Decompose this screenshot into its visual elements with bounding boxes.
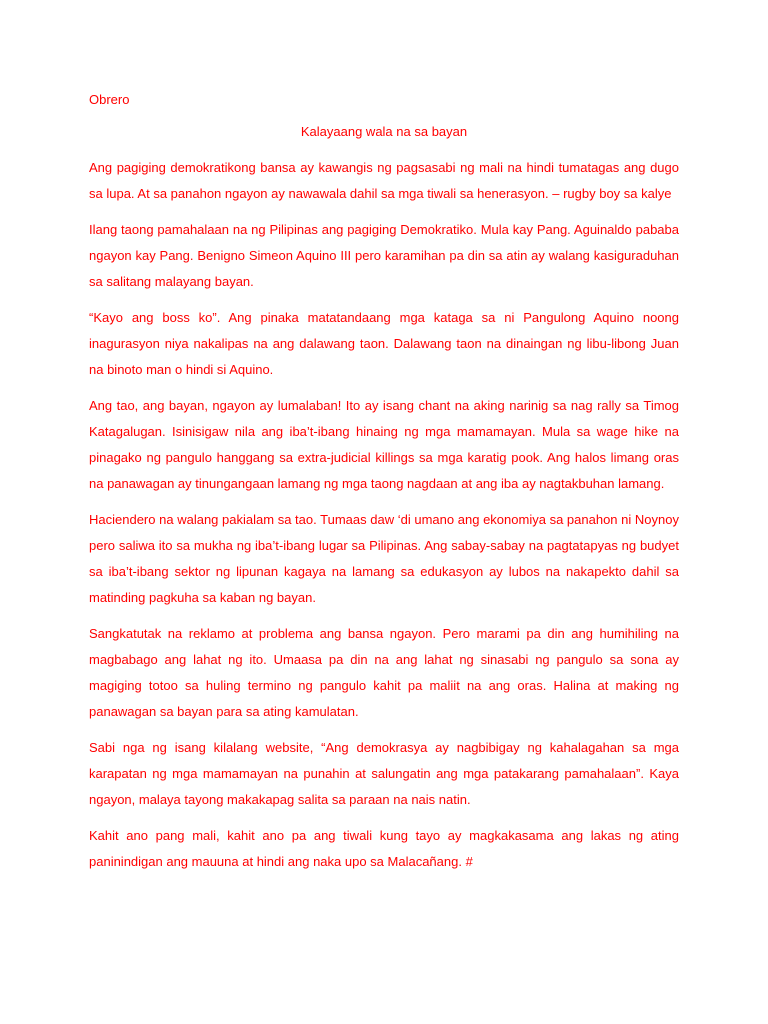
paragraph-3: “Kayo ang boss ko”. Ang pinaka matatandaang mga kataga sa ni Pangulong Aquino noong inagurasyon niya nakalipas na ang dalawang taon. Dalawang taon na dinaingan ng libu-libong Juan na binoto man o hindi si Aquino.: [89, 310, 679, 377]
paragraph-1: Ang pagiging demokratikong bansa ay kawangis ng pagsasabi ng mali na hindi tumatagas ang dugo sa lupa. At sa panahon ngayon ay nawawala dahil sa mga tiwali sa henerasyon. – rugby boy sa kalye: [89, 160, 679, 201]
paragraph-2: Ilang taong pamahalaan na ng Pilipinas ang pagiging Demokratiko. Mula kay Pang. Aguinaldo pababa ngayon kay Pang. Benigno Simeon Aquino III pero karamihan pa din sa atin ay walang kasiguraduhan sa salitang malayang bayan.: [89, 222, 679, 289]
paragraph-7: Sabi nga ng isang kilalang website, “Ang demokrasya ay nagbibigay ng kahalagahan sa mga karapatan ng mga mamamayan na punahin at salungatin ang mga patakarang pamahalaan”. Kaya ngayon, malaya tayong makakapag salita sa paraan na nais natin.: [89, 740, 679, 807]
paragraph-4: Ang tao, ang bayan, ngayon ay lumalaban! Ito ay isang chant na aking narinig sa nag rally sa Timog Katagalugan. Isinisigaw nila ang iba’t-ibang hinaing ng mga mamamayan. Mula sa wage hike na pinagako ng pangulo hanggang sa extra-judicial killings sa mga karatig pook. Ang halos limang oras na panawagan ay tinungangaan lamang ng mga taong nagdaan at ang iba ay nagtakbuhan lamang.: [89, 398, 679, 491]
document-content: [89, 87, 679, 875]
paragraph-6: Sangkatutak na reklamo at problema ang bansa ngayon. Pero marami pa din ang humihiling na magbabago ang lahat ng ito. Umaasa pa din na ang lahat ng sinasabi ng pangulo sa sona ay magiging totoo sa huling termino ng pangulo kahit pa maliit na ang oras. Halina at making ng panawagan sa bayan para sa ating kamulatan.: [89, 626, 679, 719]
paragraph-8: Kahit ano pang mali, kahit ano pa ang tiwali kung tayo ay magkakasama ang lakas ng ating paninindigan ang mauuna at hindi ang naka upo sa Malacañang. #: [89, 828, 679, 869]
author-name: Obrero: [89, 92, 130, 107]
document-title: Kalayaang wala na sa bayan: [300, 124, 468, 139]
paragraph-5: Haciendero na walang pakialam sa tao. Tumaas daw ‘di umano ang ekonomiya sa panahon ni Noynoy pero saliwa ito sa mukha ng iba’t-ibang lugar sa Pilipinas. Ang sabay-sabay na pagtatapyas ng budyet sa iba’t-ibang sektor ng lipunan kagaya na lamang sa edukasyon ay lubos na nakapekto dahil sa matinding pagkuha sa kaban ng bayan.: [89, 512, 679, 605]
